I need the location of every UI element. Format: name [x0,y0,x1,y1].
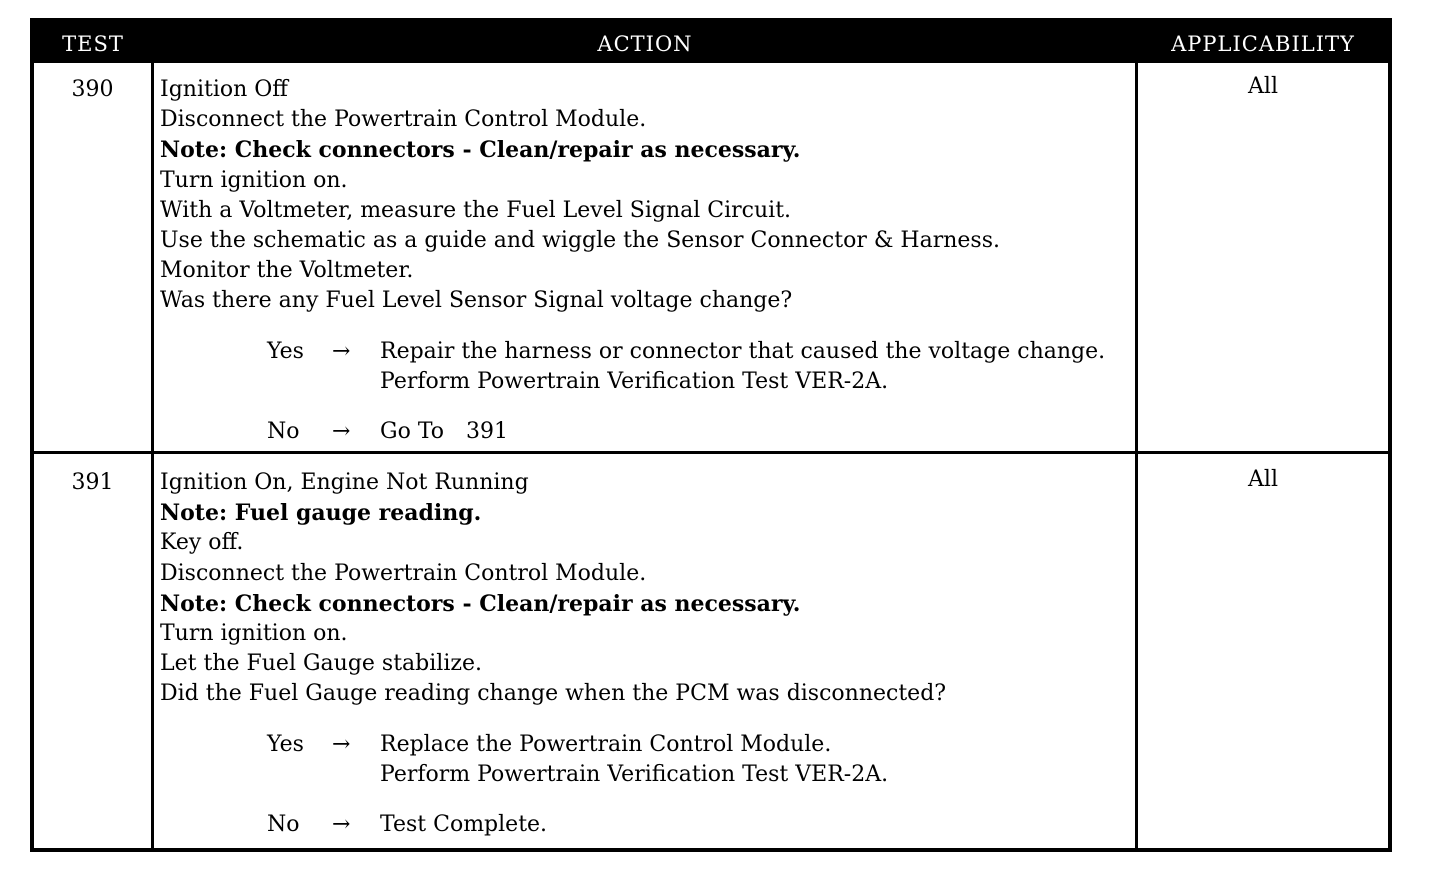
action-line: Turn ignition on. [160,621,348,647]
yes-action: Repair the harness or connector that caused the voltage change. [380,338,1106,364]
table-header [34,22,1388,63]
arrow-right-icon: → [332,338,351,364]
header-action: ACTION [597,32,693,56]
yes-action-followup: Perform Powertrain Verification Test VER-2A. [380,761,889,787]
action-note: Note: Check connectors - Clean/repair as necessary. [160,590,801,617]
no-answer [160,810,1130,840]
action-line: Key off. [160,530,244,556]
action-cell [160,468,1130,840]
action-line: Let the Fuel Gauge stabilize. [160,651,482,677]
action-line: Ignition Off [160,77,288,102]
action-line: Disconnect the Powertrain Control Module. [160,107,647,133]
action-line: Ignition On, Engine Not Running [160,470,529,495]
column-divider [1135,63,1138,848]
action-line: Use the schematic as a guide and wiggle the Sensor Connector & Harness. [160,228,1001,254]
yes-answer-continued [160,760,1130,790]
no-label: No [267,418,300,444]
action-question: Did the Fuel Gauge reading change when the PCM was disconnected? [160,681,947,707]
arrow-right-icon: → [332,811,351,837]
header-test: TEST [62,32,124,56]
action-line: Turn ignition on. [160,167,348,193]
header-applicability: APPLICABILITY [1171,32,1355,56]
action-note: Note: Fuel gauge reading. [160,500,482,527]
goto-target: 391 [466,418,509,444]
action-line: Monitor the Voltmeter. [160,258,414,284]
action-line: Disconnect the Powertrain Control Module. [160,560,647,586]
action-cell [160,75,1130,447]
yes-answer [160,337,1130,367]
no-action [380,417,508,447]
no-answer [160,417,1130,447]
yes-answer-continued [160,367,1130,397]
action-question: Was there any Fuel Level Sensor Signal voltage change? [160,288,793,314]
yes-answer [160,730,1130,760]
goto-text: Go To [380,418,445,444]
test-number: 391 [71,470,114,495]
applicability-value: All [1248,467,1278,492]
no-label: No [267,811,300,837]
yes-label: Yes [267,731,304,757]
yes-label: Yes [267,338,304,364]
arrow-right-icon: → [332,731,351,757]
test-number: 390 [71,77,114,102]
column-divider [151,63,154,848]
action-note: Note: Check connectors - Clean/repair as necessary. [160,137,801,164]
row-divider [34,451,1388,454]
yes-action: Replace the Powertrain Control Module. [380,731,832,757]
action-line: With a Voltmeter, measure the Fuel Level Signal Circuit. [160,197,792,223]
yes-action-followup: Perform Powertrain Verification Test VER-2A. [380,368,889,394]
diagnostic-test-table [30,18,1392,852]
arrow-right-icon: → [332,418,351,444]
no-action: Test Complete. [380,811,548,837]
applicability-value: All [1248,74,1278,99]
